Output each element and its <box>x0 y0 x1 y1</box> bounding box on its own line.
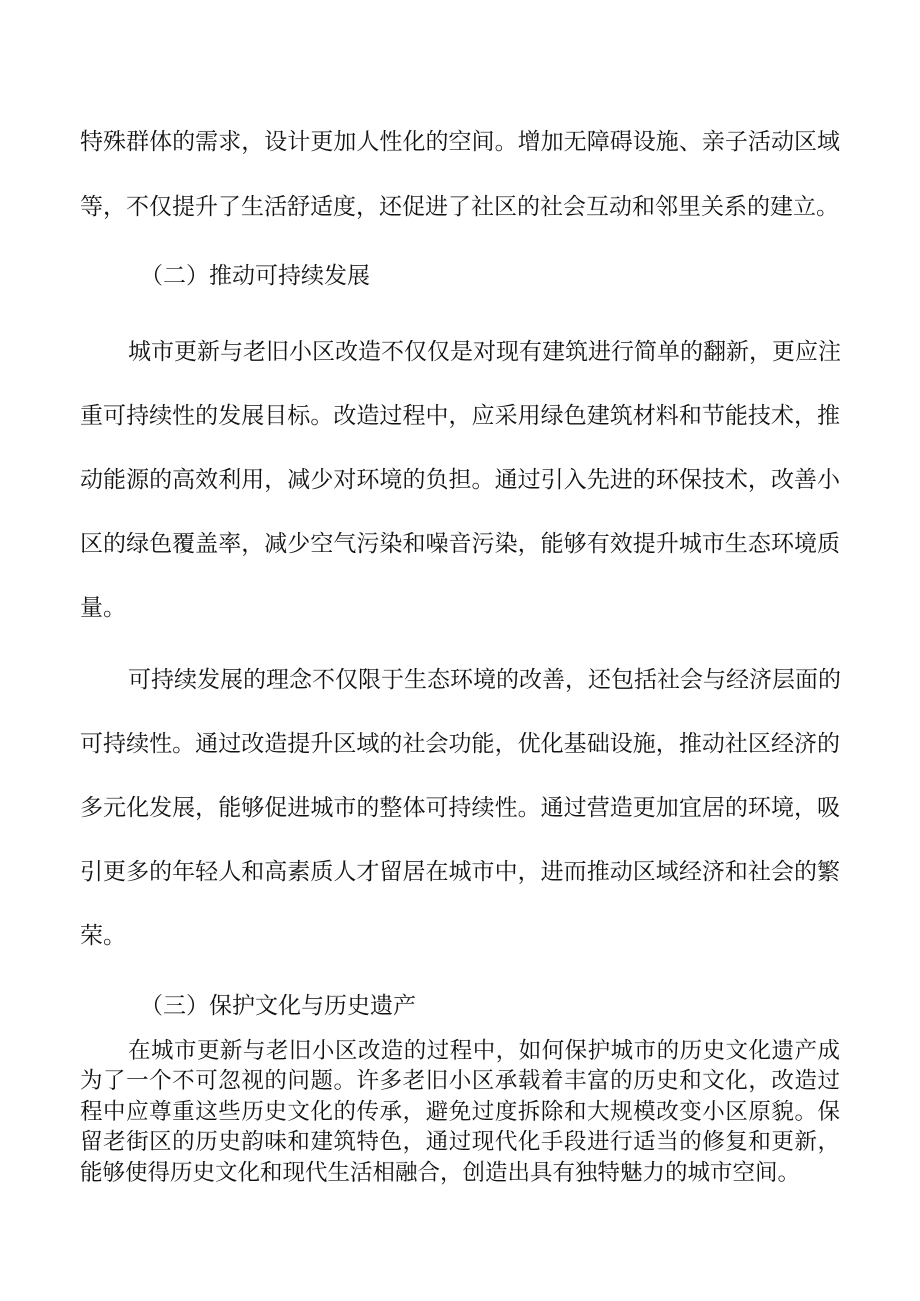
section-heading: （三）保护文化与历史遗产 <box>140 993 416 1019</box>
paragraph-line: 量。 <box>80 595 126 621</box>
paragraph-line: 等，不仅提升了生活舒适度，还促进了社区的社会互动和邻里关系的建立。 <box>80 194 839 220</box>
paragraph-line: 重可持续性的发展目标。改造过程中，应采用绿色建筑材料和节能技术，推 <box>80 403 840 429</box>
paragraph-line: 城市更新与老旧小区改造不仅仅是对现有建筑进行简单的翻新，更应注 <box>128 339 841 365</box>
paragraph-line: 引更多的年轻人和高素质人才留居在城市中，进而推动区域经济和社会的繁 <box>80 859 840 885</box>
paragraph-line: 在城市更新与老旧小区改造的过程中，如何保护城市的历史文化遗产成 <box>128 1038 840 1064</box>
paragraph-line: 能够使得历史文化和现代生活相融合，创造出具有独特魅力的城市空间。 <box>80 1160 801 1186</box>
paragraph-line: 可持续性。通过改造提升区域的社会功能，优化基础设施，推动社区经济的 <box>80 731 840 757</box>
paragraph-line: 为了一个不可忽视的问题。许多老旧小区承载着丰富的历史和文化，改造过 <box>80 1068 840 1094</box>
paragraph-line: 荣。 <box>80 923 126 949</box>
paragraph-line: 可持续发展的理念不仅限于生态环境的改善，还包括社会与经济层面的 <box>128 667 841 693</box>
paragraph-line: 程中应尊重这些历史文化的传承，避免过度拆除和大规模改变小区原貌。保 <box>80 1099 840 1125</box>
paragraph-line: 多元化发展，能够促进城市的整体可持续性。通过营造更加宜居的环境，吸 <box>80 795 840 821</box>
paragraph-line: 动能源的高效利用，减少对环境的负担。通过引入先进的环保技术，改善小 <box>80 467 840 493</box>
paragraph-line: 区的绿色覆盖率，减少空气污染和噪音污染，能够有效提升城市生态环境质 <box>80 531 840 557</box>
paragraph-line: 特殊群体的需求，设计更加人性化的空间。增加无障碍设施、亲子活动区域 <box>80 129 840 155</box>
paragraph-line: 留老街区的历史韵味和建筑特色，通过现代化手段进行适当的修复和更新， <box>80 1129 840 1155</box>
section-heading: （二）推动可持续发展 <box>140 263 370 289</box>
